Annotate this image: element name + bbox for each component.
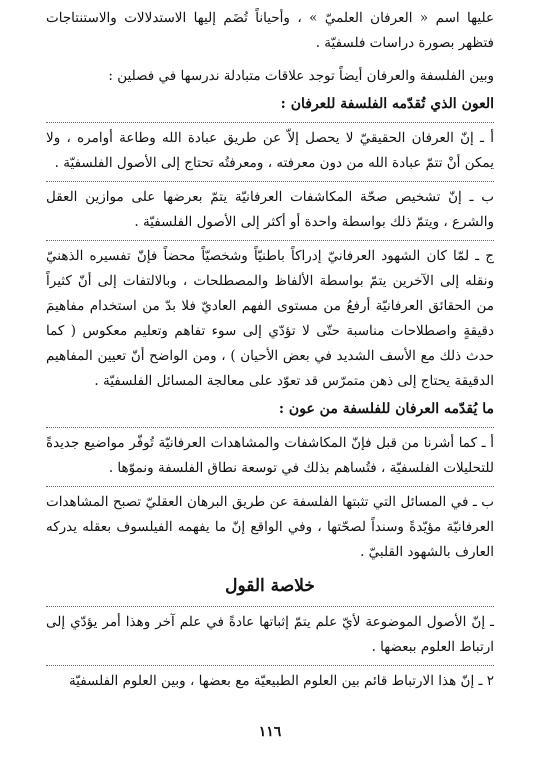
summary-point-1: ـ إنّ الأصول الموضوعة لأيّ علم يتمّ إثباتها عادةً في علم آخر وهذا أمر يؤدّي إلى ارتباط العلوم ببعضها . (46, 606, 494, 660)
summary-point-2: ٢ ـ إنّ هذا الارتباط قائم بين العلوم الطبيعيّة مع بعضها ، وبين العلوم الفلسفيّة (46, 665, 494, 694)
spacer (46, 56, 494, 64)
point-a-mysticism: أ ـ كما أشرنا من قبل فإنّ المكاشفات والمشاهدات العرفانيّة تُوفّر مواضيع جديدةً للتحليلات الفلسفيّة ، فتُساهم بذلك في توسعة نطاق الفلسفة ونموّها . (46, 427, 494, 481)
section-heading-mysticism-to-philosophy: ما يُقدّمه العرفان للفلسفة من عون : (278, 401, 494, 417)
summary-title: خلاصة القول (225, 576, 315, 596)
page-number: ١١٦ (258, 724, 282, 740)
point-c-philosophy: ج ـ لمّا كان الشهود العرفانيّ إدراكاً باطنيّاً وشخصيّاً محضاً فإنّ تفسيره الذهنيّ ونقله إلى الآخرين يتمّ بواسطة الألفاظ والمصطلحات ، وبالالتفات إلى أنّ كثيراً من الحقائق العرفانيّة أرفعُ من مستوى الفهم العاديّ فلا بدّ من استخدام مفاهيمَ دقيقةٍ واصطلاحات مناسبة حتّى لا تؤدّي إلى سوء تفاهم وتعليم معكوس ( كما حدث ذلك مع الأسف الشديد في بعض الأحيان ) ، ومن الواضح أنّ تعيين المفاهيم الدقيقة يحتاج إلى ذهن متمرّس قد تعوّد على معالجة المسائل الفلسفيّة . (46, 240, 494, 394)
point-b-mysticism: ب ـ في المسائل التي تثبتها الفلسفة عن طريق البرهان العقليّ تصبح المشاهدات العرفانيّة مؤيّدةً وسنداً لصحّتها ، وفي الواقع إنّ ما يفهمه الفيلسوف بعقله يدركه العارف بالشهود القلبيّ . (46, 486, 494, 565)
intro-paragraph: عليها اسم « العرفان العلميّ » ، وأحياناً تُضَم إليها الاستدلالات والاستنتاجات فتظهر بصورة دراسات فلسفيّة . (46, 10, 494, 51)
point-b-philosophy: ب ـ إنّ تشخيص صحّة المكاشفات العرفانيّة يتمّ بعرضها على موازين العقل والشرع ، ويتمّ ذلك بواسطة واحدة أو أكثر إلى الأصول الفلسفيّة . (46, 181, 494, 235)
relations-paragraph: وبين الفلسفة والعرفان أيضاً توجد علاقات متبادلة ندرسها في فصلين : (108, 68, 494, 84)
point-a-philosophy: أ ـ إنّ العرفان الحقيقيّ لا يحصل إلاّ عن طريق عبادة الله وطاعة أوامره ، ولا يمكن أنْ تتمّ عبادة الله من دون معرفته ، ومعرفتُه تحتاج إلى الأصول الفلسفيّة . (46, 122, 494, 176)
section-heading-philosophy-to-mysticism: العون الذي تُقدّمه الفلسفة للعرفان : (280, 96, 494, 112)
